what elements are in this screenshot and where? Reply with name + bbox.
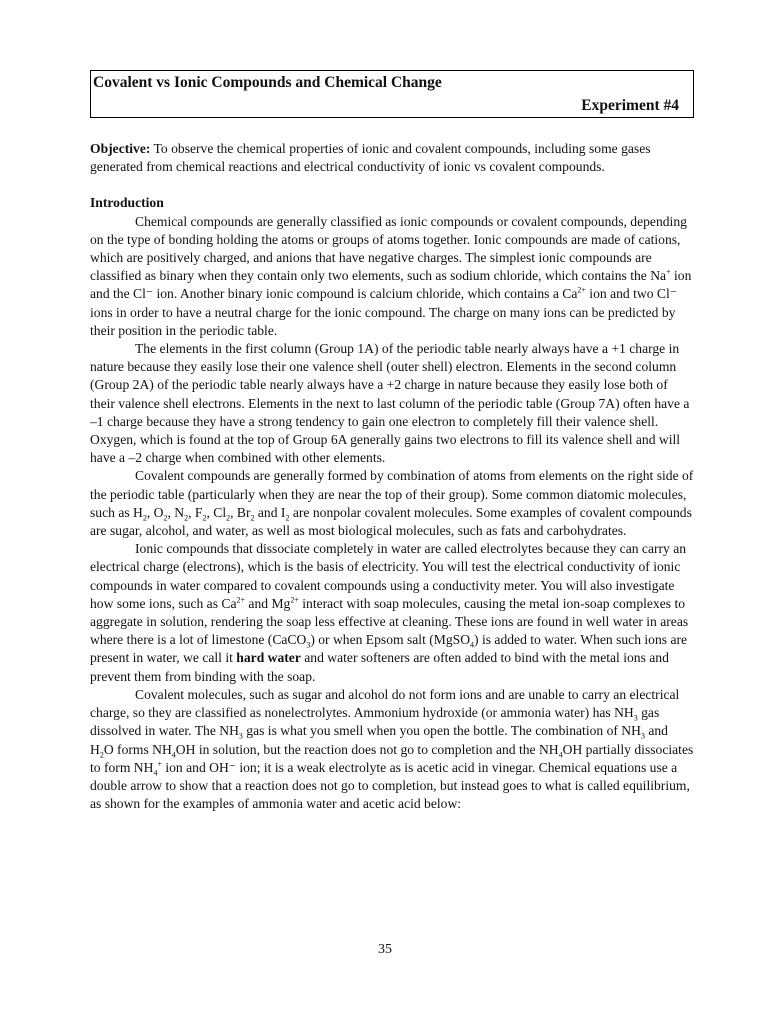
text-run: O forms NH (103, 741, 172, 757)
text-run: ion and the Cl⁻ ion. Another binary ionic compound is calcium chloride, which contains a Ca (90, 268, 692, 302)
page-number: 35 (378, 942, 392, 957)
subscript: 3 (238, 732, 243, 742)
subscript: 2 (285, 513, 290, 523)
superscript: 2+ (577, 285, 586, 295)
text-run: Ionic compounds that dissociate completely in water are called electrolytes because they can carry an electrical charge (electrons), which is the basis of electricity. You will test the electrical conductivity of ionic compounds in water compared to covalent compounds using a conductivity meter. You will also investigate how some ions, such as Ca (90, 541, 687, 611)
text-run: OH partially dissociates to form NH (90, 741, 694, 775)
page-content (90, 70, 694, 813)
introduction-heading: Introduction (90, 195, 164, 211)
text-run: and I (254, 504, 286, 520)
subscript: 3 (640, 732, 645, 742)
text-run: Covalent molecules, such as sugar and alcohol do not form ions and are unable to carry an electrical charge, so they are classified as nonelectrolytes. Ammonium hydroxide (or ammonia water) has NH (90, 686, 680, 721)
bold-term: hard water (236, 650, 301, 666)
text-run: and Mg (245, 595, 291, 611)
title-box (90, 70, 694, 118)
text-run: ) or when Epsom salt (MgSO (310, 632, 471, 648)
text-run: OH in solution, but the reaction does not go to completion and the NH (175, 741, 559, 757)
subscript: 3 (306, 641, 311, 650)
intro-paragraph-2: The elements in the first column (Group 1A) of the periodic table nearly always have a +1 charge in nature because they easily lose their one valence shell (outer shell) electron. Elements in the second column (Group 2A) of the periodic table nearly always have a +2 charge in nature because they easily lose both of their valence shell electrons. Elements in the next to last column of the periodic table (Group 7A) often have a –1 charge because they have a strong tendency to gain one electron to completely fill their valence shell. Oxygen, which is found at the top of Group 6A generally gains two electrons to fill its valence shell and will have a –2 charge when combined with other elements. (90, 341, 690, 466)
subscript: 4 (171, 750, 176, 760)
text-run: ion and two Cl⁻ ions in order to have a neutral charge for the ionic compound. The charge on many ions can be predicted by their position in the periodic table. (90, 286, 677, 338)
superscript: 2+ (236, 595, 246, 605)
subscript: 2 (184, 513, 189, 523)
subscript: 2 (163, 513, 168, 523)
text-run: Covalent compounds are generally formed by combination of atoms from elements on the right side of the periodic table (particularly when they are near the top of their group). Some common diatomic molecules, such as H (90, 468, 694, 520)
text-run: , Br (230, 504, 251, 520)
text-run: , O (146, 504, 164, 520)
subscript: 2 (250, 513, 255, 523)
subscript: 2 (142, 513, 147, 523)
objective-paragraph (90, 140, 694, 176)
subscript: 2 (226, 513, 231, 523)
intro-paragraph-5 (90, 686, 694, 813)
document-title: Covalent vs Ionic Compounds and Chemical Change (93, 74, 442, 91)
intro-paragraph-1 (90, 213, 694, 340)
text-run: ion and OH⁻ ion; it is a weak electrolyte as is acetic acid in vinegar. Chemical equations use a double arrow to show that a reaction does not go to completion, but instead goes to what is called equilibrium, as shown for the examples of ammonia water and acetic acid below: (90, 759, 690, 812)
intro-paragraph-4 (90, 540, 694, 686)
superscript: + (666, 267, 671, 277)
text-run: gas is what you smell when you open the bottle. The combination of NH (242, 723, 641, 739)
subscript: 2 (202, 513, 207, 523)
intro-paragraph-3 (90, 467, 694, 540)
experiment-number: Experiment #4 (581, 97, 679, 114)
text-run: , F (188, 504, 203, 520)
text-run: and water softeners are often added to bind with the metal ions and prevent them from binding with the soap. (90, 650, 669, 684)
text-run: , Cl (206, 504, 227, 520)
subscript: 4 (558, 750, 563, 760)
subscript: 2 (99, 750, 104, 760)
objective-text: To observe the chemical properties of ionic and covalent compounds, including some gases generated from chemical reactions and electrical conductivity of ionic vs covalent compounds. (90, 141, 651, 175)
text-run: Chemical compounds are generally classified as ionic compounds or covalent compounds, depending on the type of bonding holding the atoms or groups of atoms together. Ionic compounds are made of cations, which are positively charged, and anions that have negative charges. The simplest ionic compounds are classified as binary when they contain only two elements, such as sodium chloride, which contains the Na (90, 213, 687, 284)
superscript: 2+ (290, 595, 299, 605)
text-run: , N (167, 504, 185, 520)
superscript: + (157, 759, 162, 769)
text-run: interact with soap molecules, causing the metal ion-soap complexes to aggregate in solution, rendering the soap less effective at cleaning. These ions are found in well water in areas where there is a lot of limestone (CaCO (90, 595, 689, 648)
text-run: and H (90, 723, 668, 757)
subscript: 3 (633, 713, 638, 723)
text-run: ) is added to water. When such ions are present in water, we call it (90, 632, 688, 666)
subscript: 4 (470, 641, 475, 650)
text-run: are nonpolar covalent molecules. Some examples of covalent compounds are sugar, alcohol, and water, as well as most biological molecules, such as fats and carbohydrates. (90, 504, 692, 539)
subscript: 4 (153, 768, 158, 778)
text-run: gas dissolved in water. The NH (90, 705, 660, 739)
objective-label: Objective: (90, 141, 151, 156)
